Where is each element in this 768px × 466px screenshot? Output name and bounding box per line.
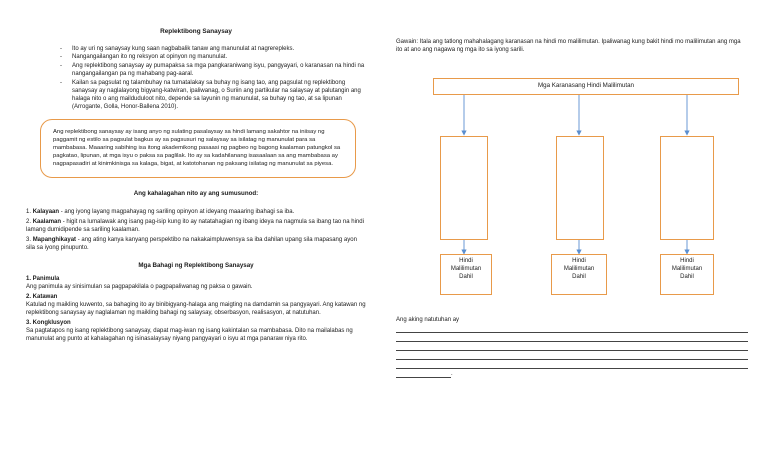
reason-line-2: Malilimutan (671, 265, 703, 272)
reflection-end: . (451, 371, 453, 377)
reason-line-3: Dahil (459, 273, 473, 280)
definition-item: - Ang replektibong sanaysay ay pumapaksa sa mga pangkaraniwang isyu, pangyayari, o karanasan na hindi na nangangailangan pa ng mahabang pag-aaral. (60, 62, 366, 78)
right-column (396, 38, 748, 377)
reason-line-3: Dahil (680, 273, 694, 280)
importance-text: - ang iyong layang magpahayag ng sariling opinyon at ideyang maaaring ibahagi sa iba. (59, 208, 295, 215)
importance-term: Kaalaman (32, 219, 62, 226)
importance-num: 3. (26, 237, 32, 244)
importance-num: 2. (26, 219, 32, 226)
reason-line-2: Malilimutan (450, 265, 482, 272)
definition-item: - Nangangailangan ito ng reksyon at opinyon ng manunulat. (60, 53, 366, 61)
experience-diagram (396, 78, 748, 298)
part-heading: 2. Katawan (26, 293, 58, 300)
importance-term: Mapanghikayat (32, 237, 77, 244)
definition-item: - Ito ay uri ng sanaysay kung saan nagbabalik tanaw ang manunulat at nagrerepleks. (60, 45, 366, 53)
page-title: Replektibong Sanaysay (160, 28, 232, 35)
reflection-line[interactable] (396, 333, 748, 342)
importance-item (26, 218, 366, 234)
reflection-line[interactable] (396, 324, 748, 333)
reflection-label: Ang aking natutuhan ay (396, 317, 460, 323)
importance-text: - ang ating kanya kanyang perspektibo na nakakaimpluwensya sa iba dahilan upang sila mapasang ayon sila sa iyong pinupunto. (26, 237, 357, 252)
part-heading: 1. Panimula (26, 275, 60, 282)
parts-heading: Mga Bahagi ng Replektibong Sanaysay (138, 262, 254, 270)
experience-box-3[interactable] (660, 136, 714, 240)
reason-line-1: Hindi (459, 258, 473, 264)
reflection-last-line (396, 369, 748, 378)
definition-item: - Kailan sa pagsulat ng talambuhay na tumatalakay sa buhay ng isang tao, ang pagsulat ng replektibong sanaysay ay naglalayong bigyang-katwiran, ipaliwanag, o Suriin ang partikular na salaysay at palutangin ang halaga nito o ang mailduduloot nito, depende sa layunin ng manunulat, sa buhay ng tao, at sa lipunan (Arrogante, Golla, Honor-Ballena 2010). (60, 79, 366, 111)
part-heading: 3. Kongklusyon (26, 320, 71, 327)
definition-list (60, 45, 366, 111)
importance-num: 1. (26, 208, 32, 215)
importance-item (26, 236, 366, 252)
part-text: Sa pagtatapos ng isang replektibong sanaysay, dapat mag-iwan ng isang kakintalan sa mambabasa. Dito na mailalabas ng manunulat ang punto at kahalagahan ng isinasalaysay niyang pangyayari o isyu at mga panaraw niya rito. (26, 328, 353, 343)
importance-term: Kalayaan (32, 208, 60, 215)
importance-list (26, 208, 366, 252)
importance-heading: Ang kahalagahan nito ay ang sumusunod: (133, 189, 259, 197)
importance-item (26, 208, 366, 216)
part-text: Ang panimula ay sinisimulan sa pagpapakilala o pagpapaliwanag ng paksa o gawain. (26, 283, 253, 290)
reflection-section (396, 316, 748, 378)
part-text: Katulad ng maikling kuwento, sa bahaging ito ay binibigyang-halaga ang maigting na damdamin sa pangyayari. Ang katawan ng replektibong sanaysay ay naglalaman ng maikling bahagi ng salaysay, obserbasyon, realisasyon, at natutuhan. (26, 302, 366, 317)
reason-line-1: Hindi (680, 258, 694, 264)
reflection-line[interactable] (396, 351, 748, 360)
definition-callout: Ang replektibong sanaysay ay isang anyo ng sulating pasalaysay sa hindi lamang sakahtor na iniisay ng paggamit ng estilo sa pagsulat bagkus ay sa pagsusuri ng salaysay sa isilatag ng manunulat para sa mambabasa. Maaaring sabihing isa itong akademikong pasaasi ng pagbeo ng bagong kaalaman patungkol sa pagkatao, lipunan, at mga isyu o paksa sa paglilak. Ito ay sa kadahilanang isasaalaan sa ang mambabasa ay nagpapasadiri at kinimkinisga sa kalaga, bigat, at katotohanan ng paksang isilatag ng manunulat sa piyesa. (40, 119, 356, 178)
reflection-line[interactable] (396, 342, 748, 351)
diagram-title: Mga Karanasang Hindi Malilimutan (538, 82, 634, 90)
reason-line-1: Hindi (572, 258, 586, 264)
diagram-title-box (433, 78, 739, 95)
reason-box-2[interactable] (551, 254, 607, 295)
reason-line-2: Malilimutan (563, 265, 595, 272)
reflection-short-line[interactable] (396, 369, 451, 378)
reason-box-3[interactable] (660, 254, 714, 295)
experience-box-1[interactable] (440, 136, 488, 240)
parts-list (26, 275, 366, 344)
reflection-line[interactable] (396, 360, 748, 369)
activity-instructions: Gawain: Itala ang tatlong mahahalagang karanasan na hindi mo malilimutan. Ipaliwanag kung bakit hindi mo malilimutan ang mga ito at ano ang nagawa ng mga ito sa iyong sarili. (396, 39, 741, 54)
reason-box-1[interactable] (440, 254, 492, 295)
experience-box-2[interactable] (556, 136, 604, 240)
reason-line-3: Dahil (572, 273, 586, 280)
left-column (26, 28, 366, 346)
importance-text: - higit na lumalawak ang isang pag-isip kung ito ay natatahagian ng ibang ideya na nagmula sa ibang tao na hindi lamang dumidipende sa sariling kaalaman. (26, 219, 364, 234)
